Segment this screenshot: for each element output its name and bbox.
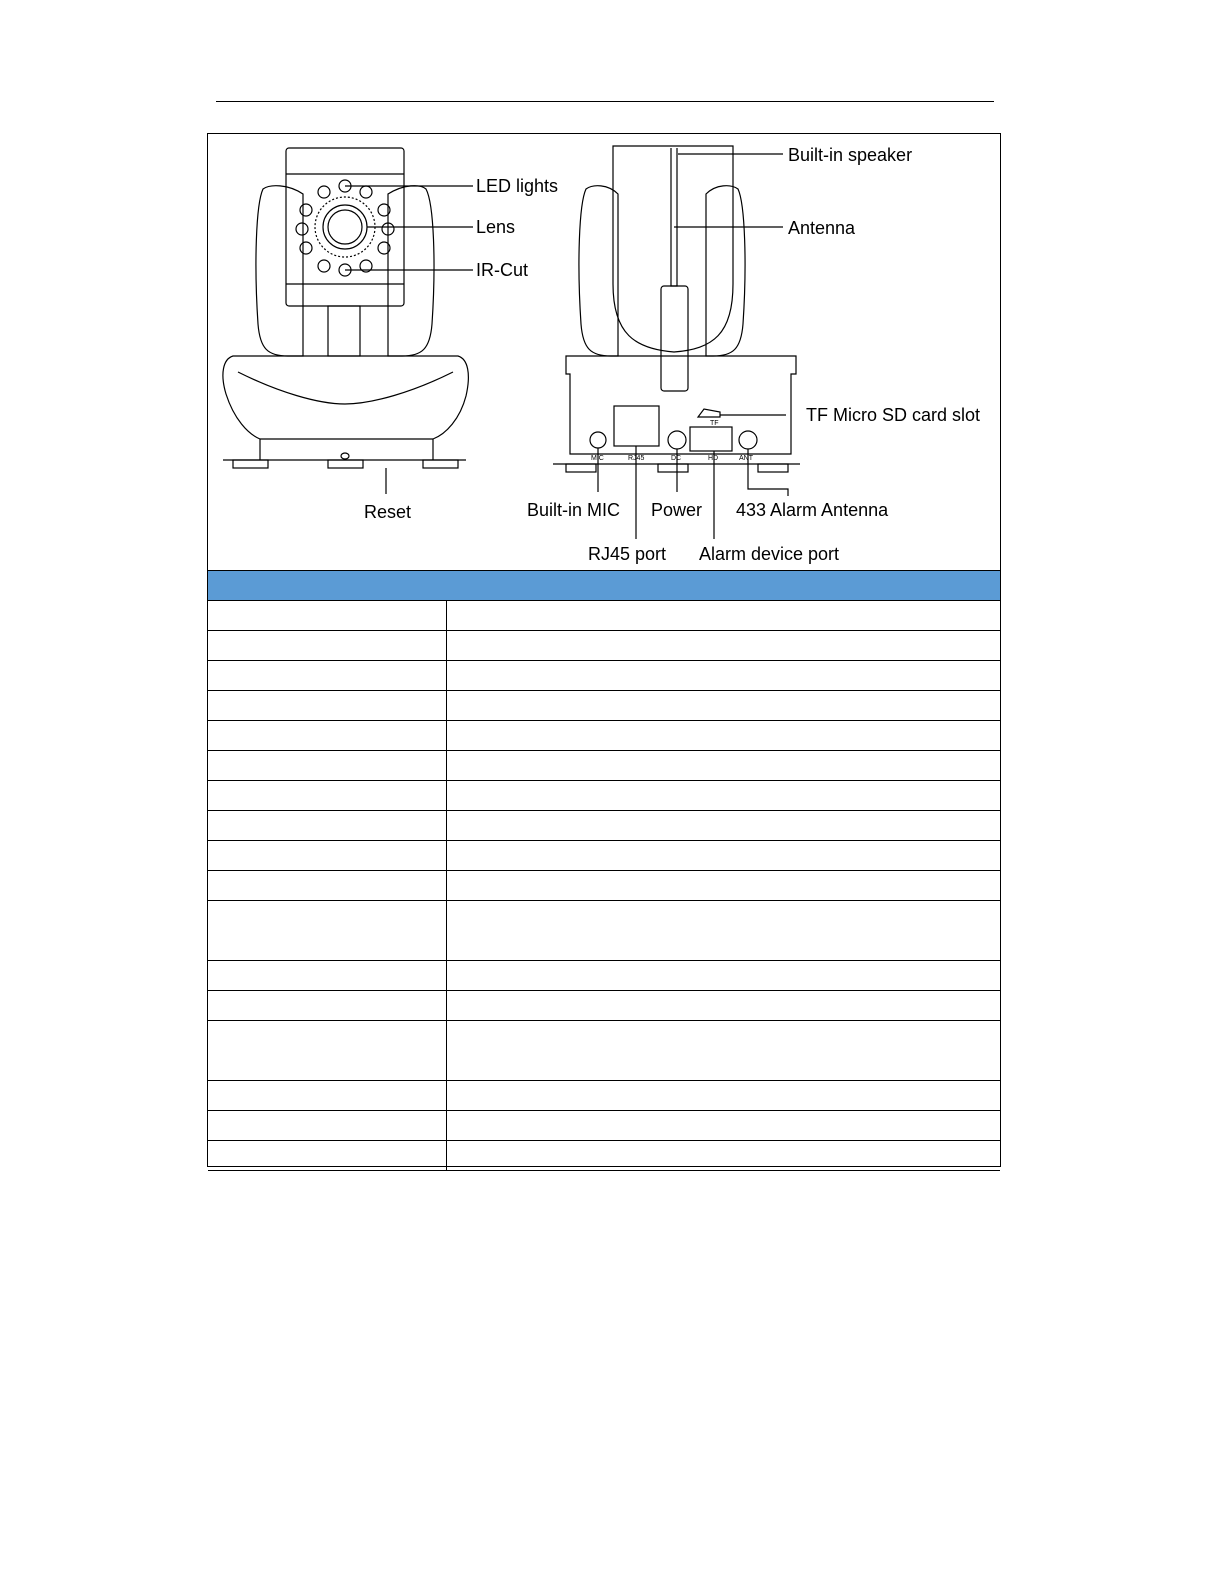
spec-label-cell: [208, 691, 447, 721]
spec-label-cell: [208, 1141, 447, 1171]
lens-icon: [323, 205, 367, 249]
spec-label-cell: [208, 991, 447, 1021]
spec-table-header: [208, 571, 1000, 601]
figure-box: [207, 133, 1001, 1167]
spec-label-cell: [208, 841, 447, 871]
spec-value-cell: [447, 871, 1001, 901]
spec-value-cell: [447, 841, 1001, 871]
callout-lens: Lens: [476, 217, 516, 237]
spec-table: [208, 570, 1000, 1171]
dc-port-icon: [668, 431, 686, 449]
table-row: [208, 631, 1000, 661]
front-right-arm: [388, 186, 434, 356]
spec-value-cell: [447, 721, 1001, 751]
table-row: [208, 961, 1000, 991]
table-row: [208, 811, 1000, 841]
reset-hole: [341, 453, 349, 459]
table-row: [208, 1081, 1000, 1111]
callout-reset: Reset: [364, 502, 412, 522]
spec-label-cell: [208, 901, 447, 961]
back-head: [613, 146, 733, 352]
callout-built-in-speaker: Built-in speaker: [788, 145, 913, 165]
spec-label-cell: [208, 1111, 447, 1141]
antenna-base: [661, 286, 688, 391]
spec-value-cell: [447, 781, 1001, 811]
port-mark-tf: TF: [710, 420, 719, 427]
callout-tf-slot: TF Micro SD card slot: [806, 405, 981, 425]
back-right-arm: [706, 186, 745, 356]
spec-value-cell: [447, 901, 1001, 961]
header-rule: [216, 101, 994, 102]
spec-value-cell: [447, 1021, 1001, 1081]
table-row: [208, 691, 1000, 721]
callout-led-lights: LED lights: [476, 176, 559, 196]
spec-value-cell: [447, 1141, 1001, 1171]
rj45-port-icon: [614, 406, 659, 446]
table-row: [208, 841, 1000, 871]
table-row: [208, 901, 1000, 961]
back-base: [566, 356, 796, 454]
spec-value-cell: [447, 811, 1001, 841]
spec-value-cell: [447, 991, 1001, 1021]
port-mark-hd: HD: [708, 455, 719, 462]
spec-label-cell: [208, 1021, 447, 1081]
table-row: [208, 781, 1000, 811]
port-mark-rj45: RJ45: [628, 455, 645, 462]
table-row: [208, 1141, 1000, 1171]
spec-label-cell: [208, 631, 447, 661]
spec-label-cell: [208, 661, 447, 691]
table-row: [208, 991, 1000, 1021]
spec-label-cell: [208, 871, 447, 901]
spec-value-cell: [447, 691, 1001, 721]
spec-value-cell: [447, 751, 1001, 781]
front-left-arm: [256, 186, 303, 356]
table-row: [208, 661, 1000, 691]
spec-label-cell: [208, 1081, 447, 1111]
callout-antenna: Antenna: [788, 218, 856, 238]
callout-alarm-device-port: Alarm device port: [699, 544, 840, 564]
front-view: [223, 148, 473, 494]
antenna-shaft: [671, 148, 677, 286]
spec-label-cell: [208, 751, 447, 781]
back-view: [553, 146, 800, 539]
table-row: [208, 871, 1000, 901]
spec-header-cell: [208, 571, 1000, 601]
front-neck: [328, 306, 360, 356]
ant-port-icon: [739, 431, 757, 449]
spec-label-cell: [208, 811, 447, 841]
spec-label-cell: [208, 781, 447, 811]
spec-label-cell: [208, 961, 447, 991]
callout-power: Power: [651, 500, 703, 520]
mic-icon: [590, 432, 606, 448]
spec-label-cell: [208, 601, 447, 631]
spec-value-cell: [447, 631, 1001, 661]
camera-diagram: [208, 134, 1000, 570]
back-left-arm: [579, 186, 618, 356]
port-mark-ant: ANT: [739, 455, 753, 462]
table-row: [208, 751, 1000, 781]
spec-value-cell: [447, 1081, 1001, 1111]
spec-label-cell: [208, 721, 447, 751]
spec-value-cell: [447, 961, 1001, 991]
table-row: [208, 1111, 1000, 1141]
callout-rj45-port: RJ45 port: [588, 544, 667, 564]
table-row: [208, 721, 1000, 751]
front-base: [223, 356, 468, 439]
spec-value-cell: [447, 661, 1001, 691]
tf-slot-icon: [698, 409, 720, 417]
spec-value-cell: [447, 1111, 1001, 1141]
hd-port-icon: [690, 427, 732, 451]
callout-ir-cut: IR-Cut: [476, 260, 529, 280]
led-lights-ring: [296, 180, 394, 276]
callout-built-in-mic: Built-in MIC: [527, 500, 621, 520]
table-row: [208, 601, 1000, 631]
port-mark-dc: DC: [671, 455, 682, 462]
port-mark-mic: MIC: [591, 455, 604, 462]
table-row: [208, 1021, 1000, 1081]
lens-ring: [315, 197, 375, 257]
spec-value-cell: [447, 601, 1001, 631]
callout-alarm-antenna: 433 Alarm Antenna: [736, 500, 889, 520]
